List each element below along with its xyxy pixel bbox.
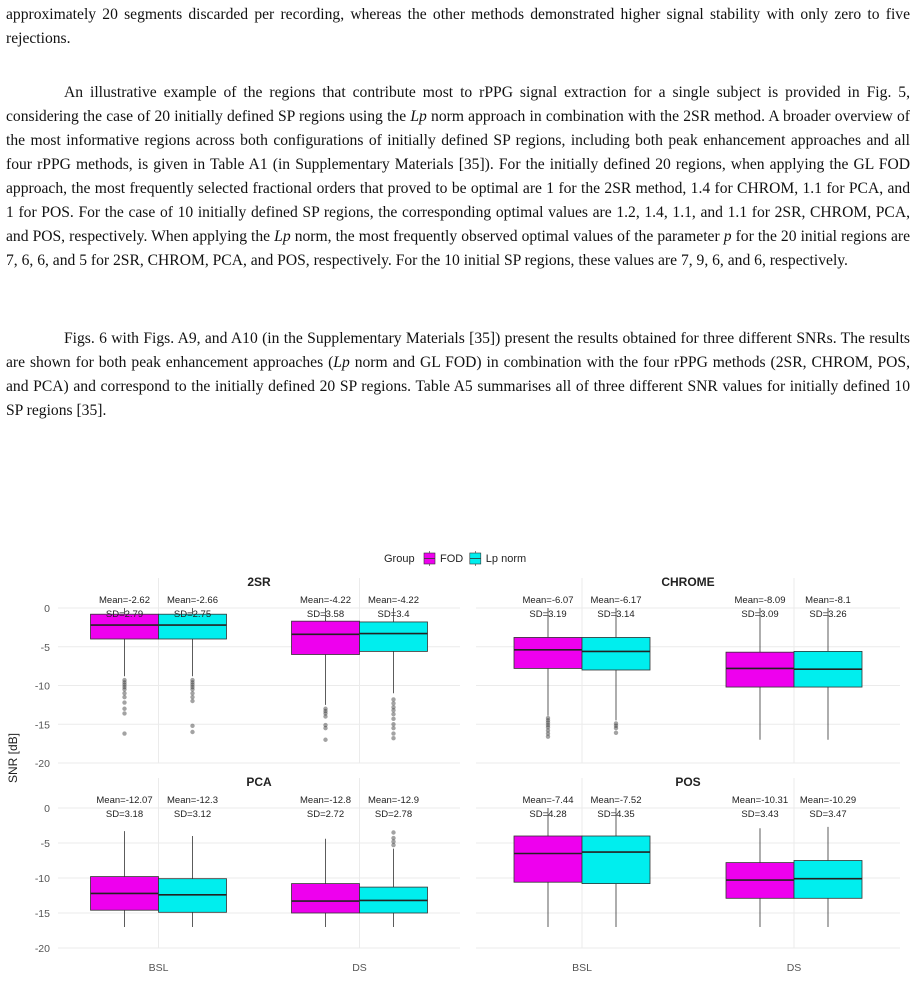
sd-annotation [529, 809, 566, 820]
outlier-point [190, 695, 194, 699]
mean-annotation [523, 595, 574, 606]
mean-value: -6.17 [619, 595, 642, 606]
mean-annotation [591, 795, 642, 806]
mean-annotation [99, 595, 150, 606]
sd-prefix: SD= [105, 809, 125, 820]
x-tick-label: DS [786, 962, 802, 974]
mean-annotation [800, 795, 856, 806]
outlier-point [190, 724, 194, 728]
outlier-point [614, 731, 618, 735]
sd-value: 3.47 [828, 809, 847, 820]
mean-value: -8.09 [763, 595, 786, 606]
sd-prefix: SD= [374, 809, 394, 820]
legend-title: Group [384, 553, 415, 565]
mean-annotation [805, 595, 851, 606]
outlier-point [323, 738, 327, 742]
x-tick-label: BSL [572, 962, 592, 974]
y-tick-label: -10 [34, 873, 50, 885]
sd-annotation [106, 609, 143, 620]
y-tick-label: -15 [34, 908, 50, 920]
outlier-point [122, 691, 126, 695]
mean-prefix: Mean= [167, 795, 197, 806]
mean-prefix: Mean= [731, 795, 762, 806]
mean-annotation [300, 795, 351, 806]
text-run: norm and GL FOD) in combination with the four rPPG methods (2SR, CHROM, POS, and PCA) and correspond to the initially defined 20 SP regions. Table A5 summarises all of three different SNR values for initially defined 10 SP regions [35]. [6, 354, 910, 419]
panel-title: CHROME [661, 575, 715, 589]
mean-prefix: Mean= [522, 595, 552, 606]
mean-value: -8.1 [834, 595, 851, 606]
outlier-point [391, 731, 395, 735]
outlier-point [190, 691, 194, 695]
sd-annotation [741, 609, 778, 620]
y-tick-label: -20 [34, 943, 50, 955]
sd-value: 3.09 [760, 609, 779, 620]
text-run: Figs. 6 with Figs. A9, and A10 (in the Supplementary Materials [35]) present the results obtained for three different SNRs. The results are shown for both peak enhancement approaches ( [6, 330, 910, 371]
sd-annotation [741, 809, 778, 820]
sd-value: 3.26 [828, 609, 847, 620]
outlier-point [391, 736, 395, 740]
sd-prefix: SD= [306, 809, 326, 820]
box-lp-norm-bsl [582, 637, 650, 670]
panel-title: PCA [246, 775, 272, 789]
outlier-point [190, 730, 194, 734]
mean-value: -6.07 [551, 595, 574, 606]
sd-annotation [375, 809, 412, 820]
outlier-point [391, 830, 395, 834]
mean-value: -2.66 [196, 595, 218, 606]
text-run: for the 20 initial regions are 7, 6, 6, and 5 for 2SR, CHROM, PCA, and POS, respectively. For the 10 initial SP regions, these values are 7, 9, 6, and 6, respectively. [6, 228, 911, 269]
outlier-point [391, 708, 395, 712]
box-fod-bsl [514, 637, 582, 668]
sd-annotation [597, 609, 634, 620]
y-tick-label: -15 [34, 719, 50, 732]
mean-annotation [591, 595, 642, 606]
box-fod-bsl [514, 836, 582, 882]
sd-value: 3.4 [396, 609, 410, 620]
mean-annotation [368, 795, 419, 806]
sd-prefix: SD= [105, 609, 125, 620]
outlier-point [391, 843, 395, 847]
outlier-point [391, 726, 395, 730]
mean-prefix: Mean= [167, 595, 197, 606]
box-lp-norm-bsl [582, 836, 650, 884]
mean-value: -2.62 [128, 595, 150, 606]
mean-value: -4.22 [397, 595, 419, 606]
sd-prefix: SD= [809, 609, 829, 620]
paragraph-snr [6, 327, 910, 423]
box-fod-ds [726, 652, 794, 687]
italic-term: Lp [333, 354, 350, 371]
mean-annotation [96, 795, 152, 806]
sd-annotation [529, 609, 566, 620]
sd-value: 2.79 [124, 609, 144, 620]
mean-prefix: Mean= [99, 595, 129, 606]
sd-annotation [809, 609, 846, 620]
sd-annotation [174, 609, 211, 620]
outlier-point [391, 697, 395, 701]
mean-prefix: Mean= [368, 795, 398, 806]
mean-prefix: Mean= [368, 595, 398, 606]
sd-value: 3.12 [192, 809, 212, 820]
sd-value: 3.14 [616, 609, 635, 620]
text-run: norm, the most frequently observed optimal values of the parameter [290, 228, 724, 245]
mean-prefix: Mean= [799, 795, 830, 806]
mean-annotation [167, 795, 218, 806]
y-tick-label: -5 [40, 641, 50, 654]
legend-label: FOD [440, 553, 464, 565]
sd-annotation [174, 809, 211, 820]
text-run: norm approach in combination with the 2SR method. A broader overview of the most informative regions across both configurations of initially defined SP regions, including both peak enhancement approaches and all four rPPG methods, is given in Table A1 (in Supplementary Materials [35]). For the initially defined 20 regions, when applying the GL FOD approach, the most frequently selected fractional orders that proved to be optimal are 1 for the 2SR method, 1.4 for CHROM, 1.1 for PCA, and 1 for POS. For the case of 10 initially defined SP regions, the corresponding optimal values are 1.2, 1.4, 1.1, and 1.1 for 2SR, CHROM, PCA, and POS, respectively. When applying the [6, 108, 910, 245]
outlier-point [614, 726, 618, 730]
outlier-point [391, 717, 395, 721]
sd-prefix: SD= [741, 809, 761, 820]
mean-prefix: Mean= [522, 795, 552, 806]
sd-value: 4.28 [548, 809, 567, 820]
y-tick-label: -20 [34, 758, 50, 770]
sd-prefix: SD= [377, 609, 397, 620]
sd-prefix: SD= [597, 809, 617, 820]
y-axis-label: SNR [dB] [6, 732, 20, 784]
mean-prefix: Mean= [300, 595, 330, 606]
outlier-point [391, 722, 395, 726]
mean-prefix: Mean= [96, 795, 126, 806]
outlier-point [323, 726, 327, 730]
outlier-point [122, 707, 126, 711]
box-lp-norm-ds [360, 622, 428, 651]
sd-prefix: SD= [529, 609, 549, 620]
sd-value: 3.19 [548, 609, 567, 620]
outlier-point [190, 699, 194, 703]
sd-value: 2.75 [192, 609, 212, 620]
mean-prefix: Mean= [590, 795, 620, 806]
mean-value: -7.52 [619, 795, 642, 806]
sd-prefix: SD= [809, 809, 829, 820]
mean-value: -12.8 [329, 795, 351, 806]
mean-prefix: Mean= [590, 595, 620, 606]
sd-prefix: SD= [173, 609, 193, 620]
sd-annotation [809, 809, 846, 820]
sd-value: 3.18 [124, 809, 144, 820]
paragraph-continuation [6, 3, 910, 51]
sd-value: 3.58 [325, 609, 345, 620]
sd-value: 4.35 [616, 809, 635, 820]
paragraph-regions [6, 81, 910, 273]
sd-prefix: SD= [597, 609, 617, 620]
sd-prefix: SD= [173, 809, 193, 820]
mean-value: -12.9 [397, 795, 419, 806]
outlier-point [190, 687, 194, 691]
mean-annotation [732, 795, 788, 806]
panel-title: POS [675, 775, 701, 789]
panel-title: 2SR [247, 575, 271, 589]
mean-prefix: Mean= [734, 595, 764, 606]
outlier-point [122, 695, 126, 699]
y-tick-label: -10 [34, 680, 50, 693]
mean-annotation [300, 595, 351, 606]
mean-annotation [523, 795, 574, 806]
box-fod-ds [292, 884, 360, 913]
mean-value: -4.22 [329, 595, 351, 606]
sd-prefix: SD= [306, 609, 326, 620]
outlier-point [323, 714, 327, 718]
italic-term: Lp [410, 108, 427, 125]
outlier-point [546, 734, 550, 738]
mean-prefix: Mean= [300, 795, 330, 806]
outlier-point [122, 687, 126, 691]
outlier-point [122, 711, 126, 715]
mean-annotation [167, 595, 218, 606]
outlier-point [122, 731, 126, 735]
sd-value: 3.43 [760, 809, 779, 820]
mean-value: -10.29 [829, 795, 857, 806]
mean-value: -12.07 [125, 795, 153, 806]
text-run: An illustrative example of the regions that contribute most to rPPG signal extraction for a single subject is provided in Fig. 5, considering the case of 20 initially defined SP regions using the [6, 84, 910, 125]
text-run: approximately 20 segments discarded per recording, whereas the other methods demonstrated higher signal stability with only zero to five rejections. [6, 6, 910, 47]
outlier-point [391, 701, 395, 705]
sd-value: 2.72 [325, 809, 345, 820]
sd-annotation [307, 609, 344, 620]
italic-term: p [723, 228, 732, 245]
mean-value: -12.3 [196, 795, 218, 806]
y-tick-label: -5 [40, 838, 50, 850]
mean-annotation [735, 595, 786, 606]
sd-annotation [597, 809, 634, 820]
snr-boxplot-figure [0, 538, 916, 981]
mean-prefix: Mean= [805, 595, 835, 606]
sd-prefix: SD= [741, 609, 761, 620]
mean-annotation [368, 595, 419, 606]
y-tick-label: 0 [44, 603, 50, 615]
legend-label: Lp norm [485, 553, 527, 565]
sd-annotation [378, 609, 410, 620]
y-tick-label: 0 [44, 803, 50, 815]
sd-prefix: SD= [529, 809, 549, 820]
x-tick-label: DS [352, 962, 367, 974]
italic-term: Lp [274, 228, 291, 245]
mean-value: -7.44 [551, 795, 574, 806]
x-tick-label: BSL [148, 962, 169, 974]
outlier-point [391, 712, 395, 716]
sd-annotation [106, 809, 143, 820]
outlier-point [122, 700, 126, 704]
sd-annotation [307, 809, 344, 820]
box-fod-ds [292, 621, 360, 654]
sd-value: 2.78 [393, 809, 413, 820]
mean-value: -10.31 [761, 795, 789, 806]
